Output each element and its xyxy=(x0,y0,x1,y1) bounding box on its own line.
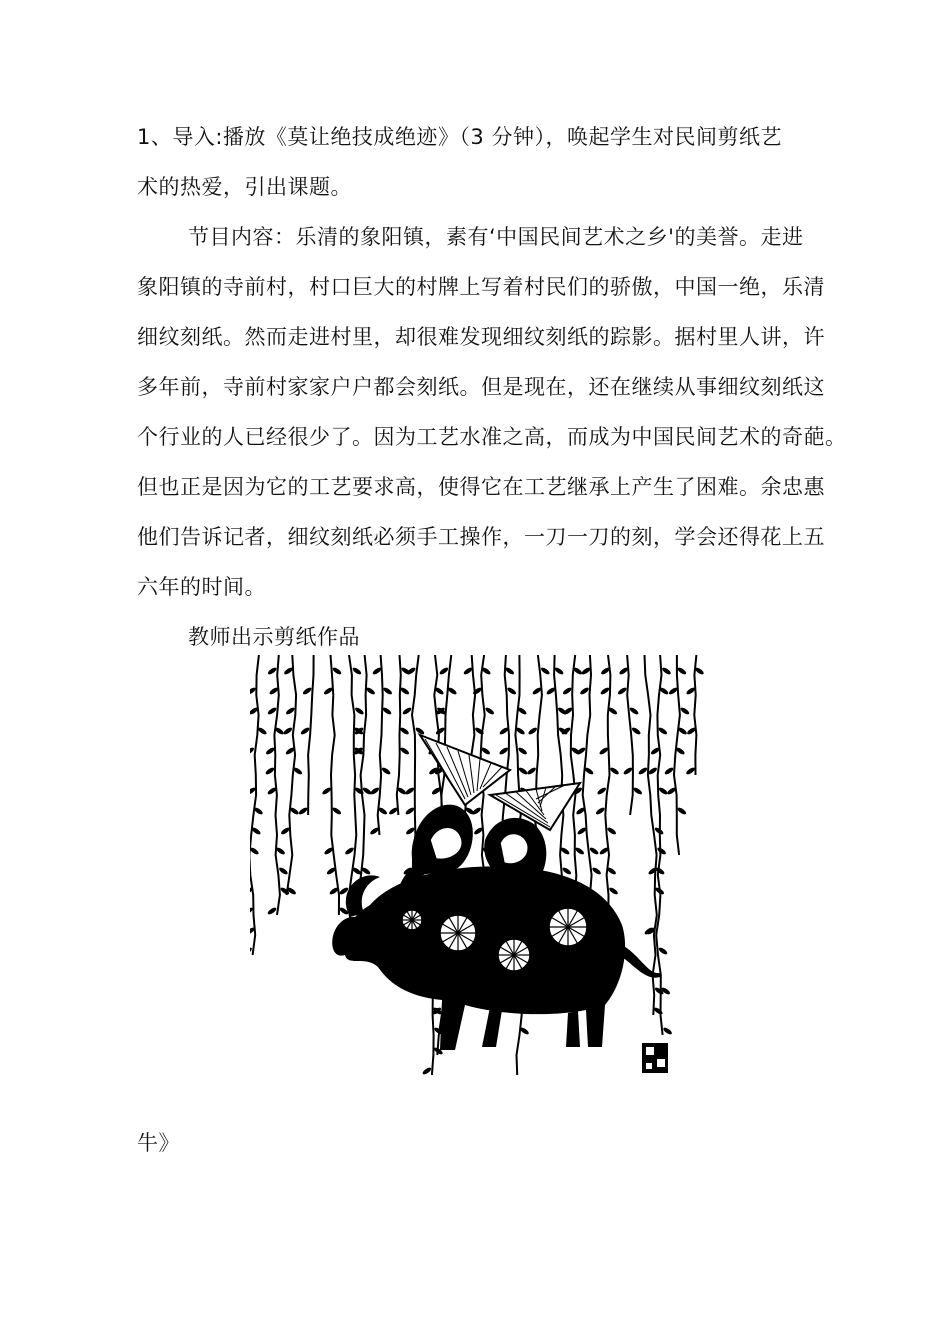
willow-leaf xyxy=(518,766,529,775)
willow-leaf xyxy=(352,666,363,675)
willow-leaf xyxy=(562,686,573,695)
willow-leaf xyxy=(579,686,590,695)
willow-leaf xyxy=(526,766,537,775)
text-line-9: 他们告诉记者，细纹刻纸必须手工操作，一刀一刀的刻，学会还得花上五 xyxy=(137,525,825,549)
willow-vine xyxy=(308,655,314,815)
willow-leaf xyxy=(540,666,551,675)
willow-leaf xyxy=(658,786,669,795)
willow-leaf xyxy=(382,686,393,695)
willow-leaf xyxy=(677,666,688,675)
willow-leaf xyxy=(354,726,365,735)
willow-leaf xyxy=(680,706,691,715)
caption-line: 教师出示剪纸作品 xyxy=(188,625,360,649)
willow-leaf xyxy=(267,706,278,715)
willow-vine xyxy=(605,655,610,935)
willow-leaf xyxy=(554,666,565,675)
willow-leaf xyxy=(265,766,276,775)
trailing-text-line: 牛》 xyxy=(137,1131,180,1155)
willow-leaf xyxy=(527,726,538,735)
willow-leaf xyxy=(608,886,619,895)
willow-leaf xyxy=(369,786,380,795)
willow-leaf xyxy=(484,706,495,715)
willow-leaf xyxy=(595,806,606,815)
willow-leaf xyxy=(321,786,332,795)
willow-leaf xyxy=(362,786,373,795)
willow-leaf xyxy=(282,726,293,735)
willow-leaf xyxy=(561,866,572,875)
text-line-2: 术的热爱，引出课题。 xyxy=(137,175,352,199)
willow-vine xyxy=(645,655,657,1015)
willow-vine xyxy=(674,655,680,855)
willow-leaf xyxy=(574,846,585,855)
willow-leaf xyxy=(402,706,413,715)
willow-leaf xyxy=(596,786,607,795)
willow-leaf xyxy=(506,686,517,695)
papercut-ox-with-riders-image xyxy=(250,655,706,1107)
willow-leaf xyxy=(285,706,296,715)
willow-vine xyxy=(694,655,696,775)
willow-vine xyxy=(656,655,662,1035)
willow-leaf xyxy=(422,1066,433,1075)
willow-leaf xyxy=(498,746,509,755)
willow-vine xyxy=(627,655,633,815)
text-line-8: 但也正是因为它的工艺要求高，使得它在工艺继承上产生了困难。余忠惠 xyxy=(137,475,825,499)
text-line-7: 个行业的人已经很少了。因为工艺水准之高，而成为中国民间艺术的奇葩。 xyxy=(137,425,847,449)
willow-leaf xyxy=(589,846,600,855)
willow-leaf xyxy=(404,786,415,795)
willow-leaf xyxy=(623,766,634,775)
willow-leaf xyxy=(302,686,313,695)
willow-vine xyxy=(287,655,297,895)
text-line-5: 细纹刻纸。然而走进村里，却很难发现细纹刻纸的踪影。据村里人讲，许 xyxy=(137,325,825,349)
willow-leaf xyxy=(600,686,611,695)
text-line-6: 多年前，寺前村家家户户都会刻纸。但是现在，还在继续从事细纹刻纸这 xyxy=(137,375,825,399)
willow-vine xyxy=(274,655,280,915)
willow-leaf xyxy=(676,806,687,815)
willow-leaf xyxy=(278,866,289,875)
text-line-3: 节目内容：乐清的象阳镇，素有‘中国民间艺术之乡'的美誉。走进 xyxy=(188,225,804,249)
text-line-10: 六年的时间。 xyxy=(137,575,266,599)
willow-leaf xyxy=(631,726,642,735)
willow-vine xyxy=(331,655,340,915)
willow-leaf xyxy=(658,946,669,955)
willow-leaf xyxy=(638,766,649,775)
willow-leaf xyxy=(664,766,675,775)
willow-leaf xyxy=(617,686,628,695)
willow-leaf xyxy=(657,726,668,735)
willow-vine xyxy=(358,655,366,895)
willow-leaf xyxy=(354,706,365,715)
willow-leaf xyxy=(656,846,667,855)
willow-leaf xyxy=(662,1026,673,1035)
willow-leaf xyxy=(381,766,392,775)
willow-leaf xyxy=(609,766,620,775)
willow-leaf xyxy=(661,666,672,675)
willow-leaf xyxy=(405,826,416,835)
willow-leaf xyxy=(267,906,278,915)
willow-leaf xyxy=(399,746,410,755)
willow-leaf xyxy=(405,806,416,815)
artist-seal xyxy=(642,1043,668,1073)
text-line-1: 1、导入:播放《莫让绝技成绝迹》（3 分钟），唤起学生对民间剪纸艺 xyxy=(137,125,782,149)
willow-leaf xyxy=(632,786,643,795)
willow-leaf xyxy=(685,766,696,775)
willow-leaf xyxy=(332,666,343,675)
willow-leaf xyxy=(344,846,355,855)
text-line-4: 象阳镇的寺前村，村口巨大的村牌上写着村民们的骄傲，中国一绝，乐清 xyxy=(137,275,825,299)
willow-leaf xyxy=(517,746,528,755)
willow-leaf xyxy=(331,806,342,815)
willow-leaf xyxy=(298,806,309,815)
willow-leaf xyxy=(606,826,617,835)
willow-leaf xyxy=(591,866,602,875)
willow-leaf xyxy=(435,726,446,735)
willow-leaf xyxy=(267,666,278,675)
willow-leaf xyxy=(300,726,311,735)
willow-leaf xyxy=(439,666,450,675)
willow-leaf xyxy=(629,706,640,715)
willow-leaf xyxy=(250,846,260,855)
